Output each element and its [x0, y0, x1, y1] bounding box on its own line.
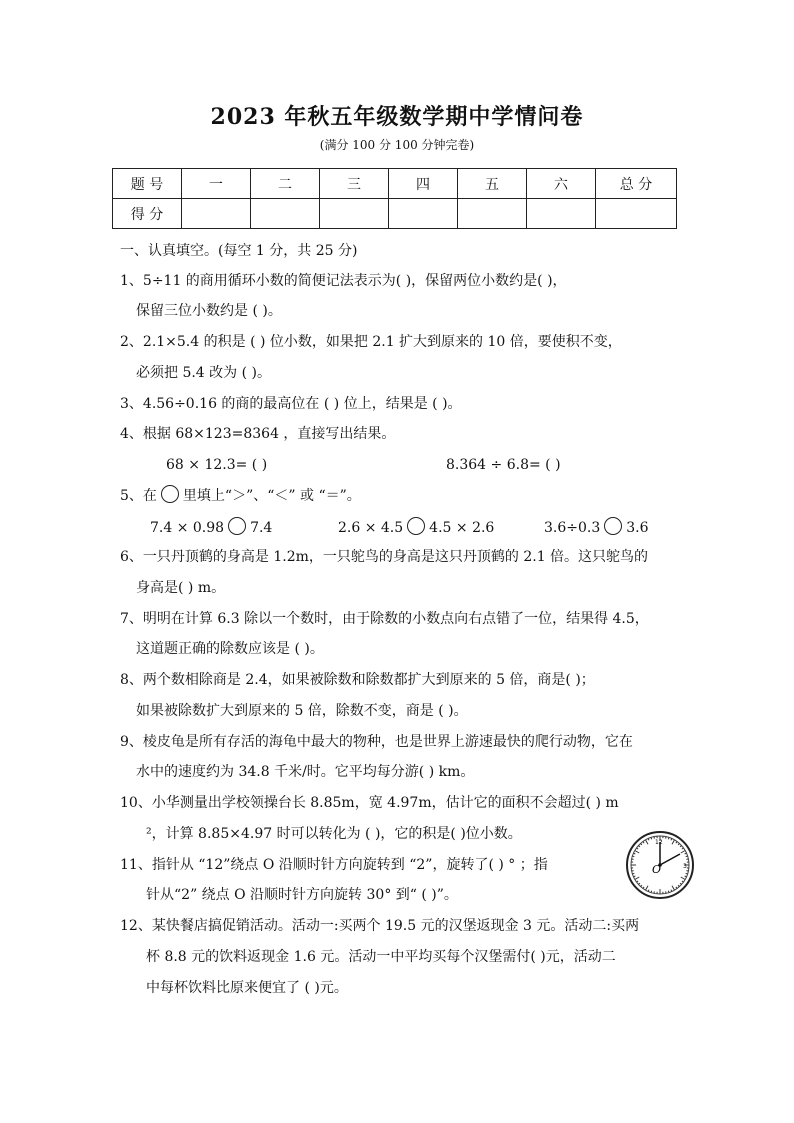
clock-tick — [632, 873, 634, 874]
clock-tick — [646, 886, 649, 890]
q5-prefix: 5、在 — [120, 488, 157, 504]
score-col-1: 一 — [182, 169, 251, 199]
clock-tick — [668, 891, 669, 893]
clock-tick — [672, 840, 675, 844]
clock-tick — [651, 837, 652, 839]
page-subtitle: (满分 100 分 100 分钟完卷) — [319, 138, 475, 152]
score-cell[interactable] — [458, 199, 527, 229]
q5-left: 7.4 × 0.98 — [150, 520, 225, 536]
clock-tick — [634, 876, 636, 877]
question-line: 12、某快餐店搞促销活动。活动一:买两个 19.5 元的汉堡返现金 3 元。活动二:买两 — [120, 918, 640, 934]
clock-tick — [632, 856, 634, 857]
question-line: 身高是( ) m。 — [136, 580, 226, 596]
score-cell[interactable] — [596, 199, 677, 229]
question-line: 8、两个数相除商是 2.4，如果被除数和除数都扩大到原来的 5 倍，商是( )； — [120, 672, 595, 688]
compare-circle[interactable] — [604, 517, 622, 535]
clock-tick — [678, 843, 679, 844]
question-line — [120, 481, 361, 511]
score-row-label: 得 分 — [113, 199, 182, 229]
question-line: 11、指针从 “12”绕点 O 沿顺时针方向旋转到 “2”，旋转了( ) ° ；指 — [120, 857, 548, 873]
clock-tick — [680, 883, 681, 884]
q4-left: 68 × 12.3= ( ) — [166, 457, 268, 473]
clock-tick — [651, 891, 652, 893]
clock-tick — [646, 840, 649, 844]
score-col-5: 五 — [458, 169, 527, 199]
question-line: 水中的速度约为 34.8 千米/时。它平均每分游( ) km。 — [136, 764, 475, 780]
score-cell[interactable] — [182, 199, 251, 229]
clock-icon — [624, 824, 696, 906]
question-line: 9、棱皮龟是所有存活的海龟中最大的物种，也是世界上游速最快的爬行动物，它在 — [120, 734, 633, 750]
question-line: 杯 8.8 元的饮料返现金 1.6 元。活动一中平均买每个汉堡需付( )元，活动二 — [146, 949, 616, 965]
clock-tick — [686, 856, 688, 857]
question-line: 4、根据 68×123=8364 ，直接写出结果。 — [120, 426, 396, 442]
score-cell[interactable] — [527, 199, 596, 229]
clock-tick — [637, 848, 639, 849]
score-cell[interactable] — [389, 199, 458, 229]
score-cell[interactable] — [320, 199, 389, 229]
clock-tick — [643, 842, 644, 844]
score-col-4: 四 — [389, 169, 458, 199]
question-line: 7、明明在计算 6.3 除以一个数时，由于除数的小数点向右点错了一位，结果得 4.5， — [120, 611, 649, 627]
clock-tick — [641, 885, 642, 886]
score-table-score-row — [113, 199, 677, 229]
clock-tick — [643, 887, 644, 889]
score-col-total: 总 分 — [596, 169, 677, 199]
clock-tick — [671, 839, 672, 841]
q5-item — [338, 517, 494, 536]
clock-tick — [682, 881, 684, 882]
question-line: 保留三位小数约是 ( )。 — [136, 303, 282, 319]
q5-item — [544, 517, 649, 536]
clock-tick — [635, 877, 639, 880]
score-row-label: 题 号 — [113, 169, 182, 199]
question-line: 2、2.1×5.4 的积是 ( ) 位小数，如果把 2.1 扩大到原来的 10 倍，要使积不变， — [120, 334, 622, 350]
score-col-6: 六 — [527, 169, 596, 199]
question-line: 这道题正确的除数应该是 ( )。 — [136, 641, 324, 657]
clock-tick — [648, 890, 649, 892]
q5-item — [150, 517, 272, 536]
q5-left: 2.6 × 4.5 — [338, 520, 404, 536]
clock-tick — [681, 877, 685, 880]
compare-circle[interactable] — [228, 517, 246, 535]
clock-tick — [671, 890, 672, 892]
question-line: 3、4.56÷0.16 的商的最高位在 ( ) 位上，结果是 ( )。 — [120, 396, 462, 412]
question-line: 10、小华测量出学校领操台长 8.85m，宽 4.97m，估计它的面积不会超过( ) m — [120, 795, 619, 811]
section-heading: 一、认真填空。(每空 1 分，共 25 分) — [120, 243, 358, 259]
clock-tick — [682, 848, 684, 849]
question-line: 针从“2” 绕点 O 沿顺时针方向旋转 30° 到“ ( )”。 — [146, 887, 458, 903]
question-line: 如果被除数扩大到原来的 5 倍，除数不变，商是 ( )。 — [136, 703, 468, 719]
clock-tick — [641, 843, 642, 844]
q5-right: 3.6 — [626, 520, 649, 536]
clock-tick — [680, 846, 681, 847]
clock-top-label: 12 — [655, 839, 663, 846]
clock-center-label: O — [652, 863, 662, 876]
page-title: 2023 年秋五年级数学期中学情问卷 — [210, 104, 584, 130]
question-line: 必须把 5.4 改为 ( )。 — [136, 365, 271, 381]
clock-tick — [668, 837, 669, 839]
q5-right: 7.4 — [250, 520, 273, 536]
q5-right: 4.5 × 2.6 — [429, 520, 495, 536]
clock-tick — [638, 846, 639, 847]
clock-tick — [634, 853, 636, 854]
question-line: 1、5÷11 的商用循环小数的简便记法表示为( )，保留两位小数约是( )， — [120, 273, 567, 289]
clock-tick — [685, 876, 687, 877]
clock-tick — [635, 851, 639, 854]
clock-tick — [637, 881, 639, 882]
question-line: 中每杯饮料比原来便宜了 ( )元。 — [146, 980, 348, 996]
clock-tick — [638, 883, 639, 884]
score-cell[interactable] — [251, 199, 320, 229]
score-col-2: 二 — [251, 169, 320, 199]
question-line: ²，计算 8.85×4.97 时可以转化为 ( )，它的积是( )位小数。 — [146, 826, 522, 842]
question-line: 6、一只丹顶鹤的身高是 1.2m，一只鸵鸟的身高是这只丹顶鹤的 2.1 倍。这只鸵鸟的 — [120, 549, 649, 565]
score-table — [112, 168, 677, 229]
q5-suffix: 里填上“＞”、“＜” 或 “＝”。 — [182, 488, 361, 504]
clock-tick — [685, 853, 687, 854]
clock-tick — [672, 886, 675, 890]
q5-left: 3.6÷0.3 — [544, 520, 601, 536]
score-col-3: 三 — [320, 169, 389, 199]
q4-right: 8.364 ÷ 6.8= ( ) — [446, 457, 561, 473]
clock-tick — [686, 873, 688, 874]
clock-tick — [648, 839, 649, 841]
clock-tick — [676, 887, 677, 889]
clock-tick — [678, 885, 679, 886]
clock-tick — [681, 851, 685, 854]
circle-icon — [161, 485, 179, 503]
score-table-header-row — [113, 169, 677, 199]
clock-right-label: 3 — [683, 863, 687, 870]
clock-tick — [676, 842, 677, 844]
compare-circle[interactable] — [407, 517, 425, 535]
